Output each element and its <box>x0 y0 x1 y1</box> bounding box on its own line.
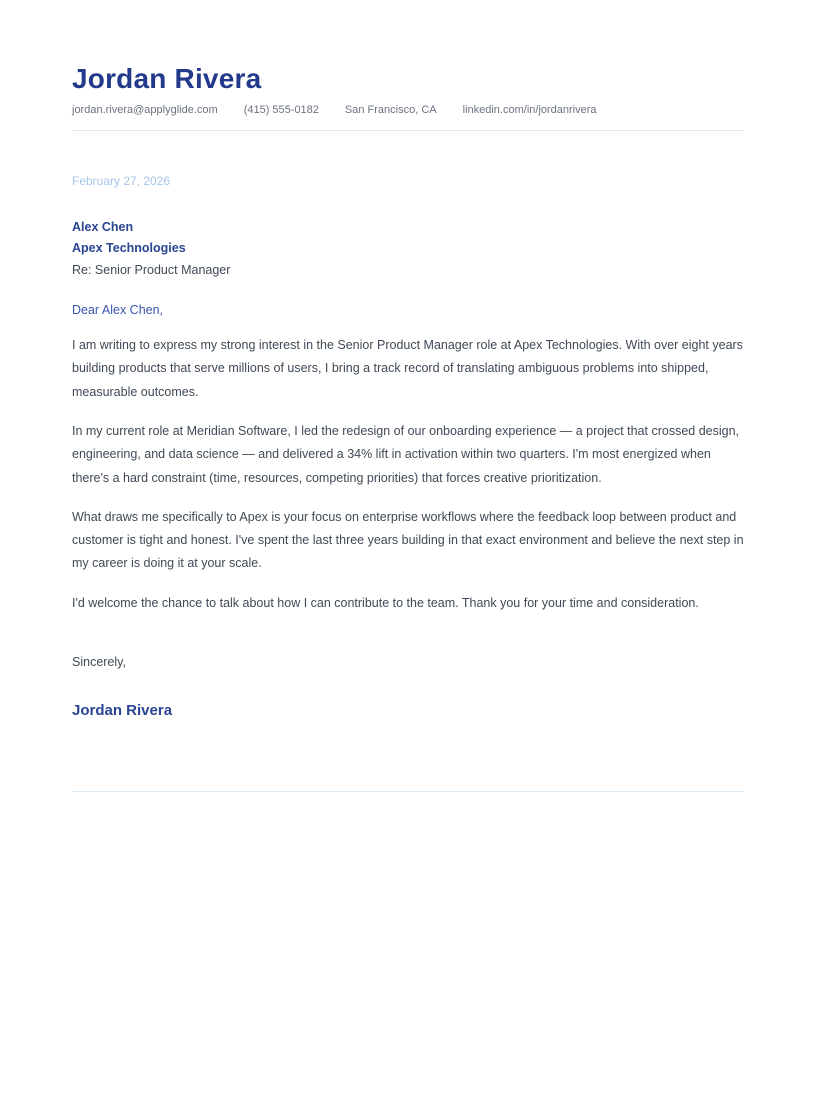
recipient-company: Apex Technologies <box>72 241 186 256</box>
body-paragraph: In my current role at Meridian Software, I led the redesign of our onboarding experience — a project that crossed design, engineering, and data science — and delivered a 34% lift in activation within two quarters. I'm most energized when there's a hard constraint (time, resources, competing priorities) that forces creative prioritization. <box>72 423 740 485</box>
letter-date: February 27, 2026 <box>72 173 171 188</box>
salutation: Dear Alex Chen, <box>72 303 164 318</box>
letter-header <box>72 62 744 131</box>
subject-line: Re: Senior Product Manager <box>72 262 231 277</box>
contact-location: San Francisco, CA <box>344 103 437 116</box>
recipient-block <box>72 217 744 282</box>
contact-linkedin: linkedin.com/in/jordanrivera <box>462 103 597 116</box>
header-divider <box>72 130 744 131</box>
letter-body <box>72 174 744 720</box>
recipient-name: Alex Chen <box>72 219 134 234</box>
applicant-name: Jordan Rivera <box>72 63 262 94</box>
body-paragraph: What draws me specifically to Apex is your focus on enterprise workflows where the feedback loop between product and customer is tight and honest. I've spent the last three years building in that exact environment and believe the next step in my career is doing it at your scale. <box>72 509 744 571</box>
contact-phone: (415) 555-0182 <box>243 103 319 116</box>
contact-row <box>72 103 744 117</box>
closing: Sincerely, <box>72 655 126 670</box>
footer-divider <box>72 791 744 792</box>
contact-email: jordan.rivera@applyglide.com <box>72 103 218 116</box>
body-paragraph: I am writing to express my strong interest in the Senior Product Manager role at Apex Technologies. With over eight years building products that serve millions of users, I bring a track record of translating ambiguous problems into shipped, measurable outcomes. <box>72 338 743 399</box>
body-paragraph: I'd welcome the chance to talk about how I can contribute to the team. Thank you for your time and consideration. <box>72 595 699 610</box>
signature-name: Jordan Rivera <box>72 702 173 720</box>
